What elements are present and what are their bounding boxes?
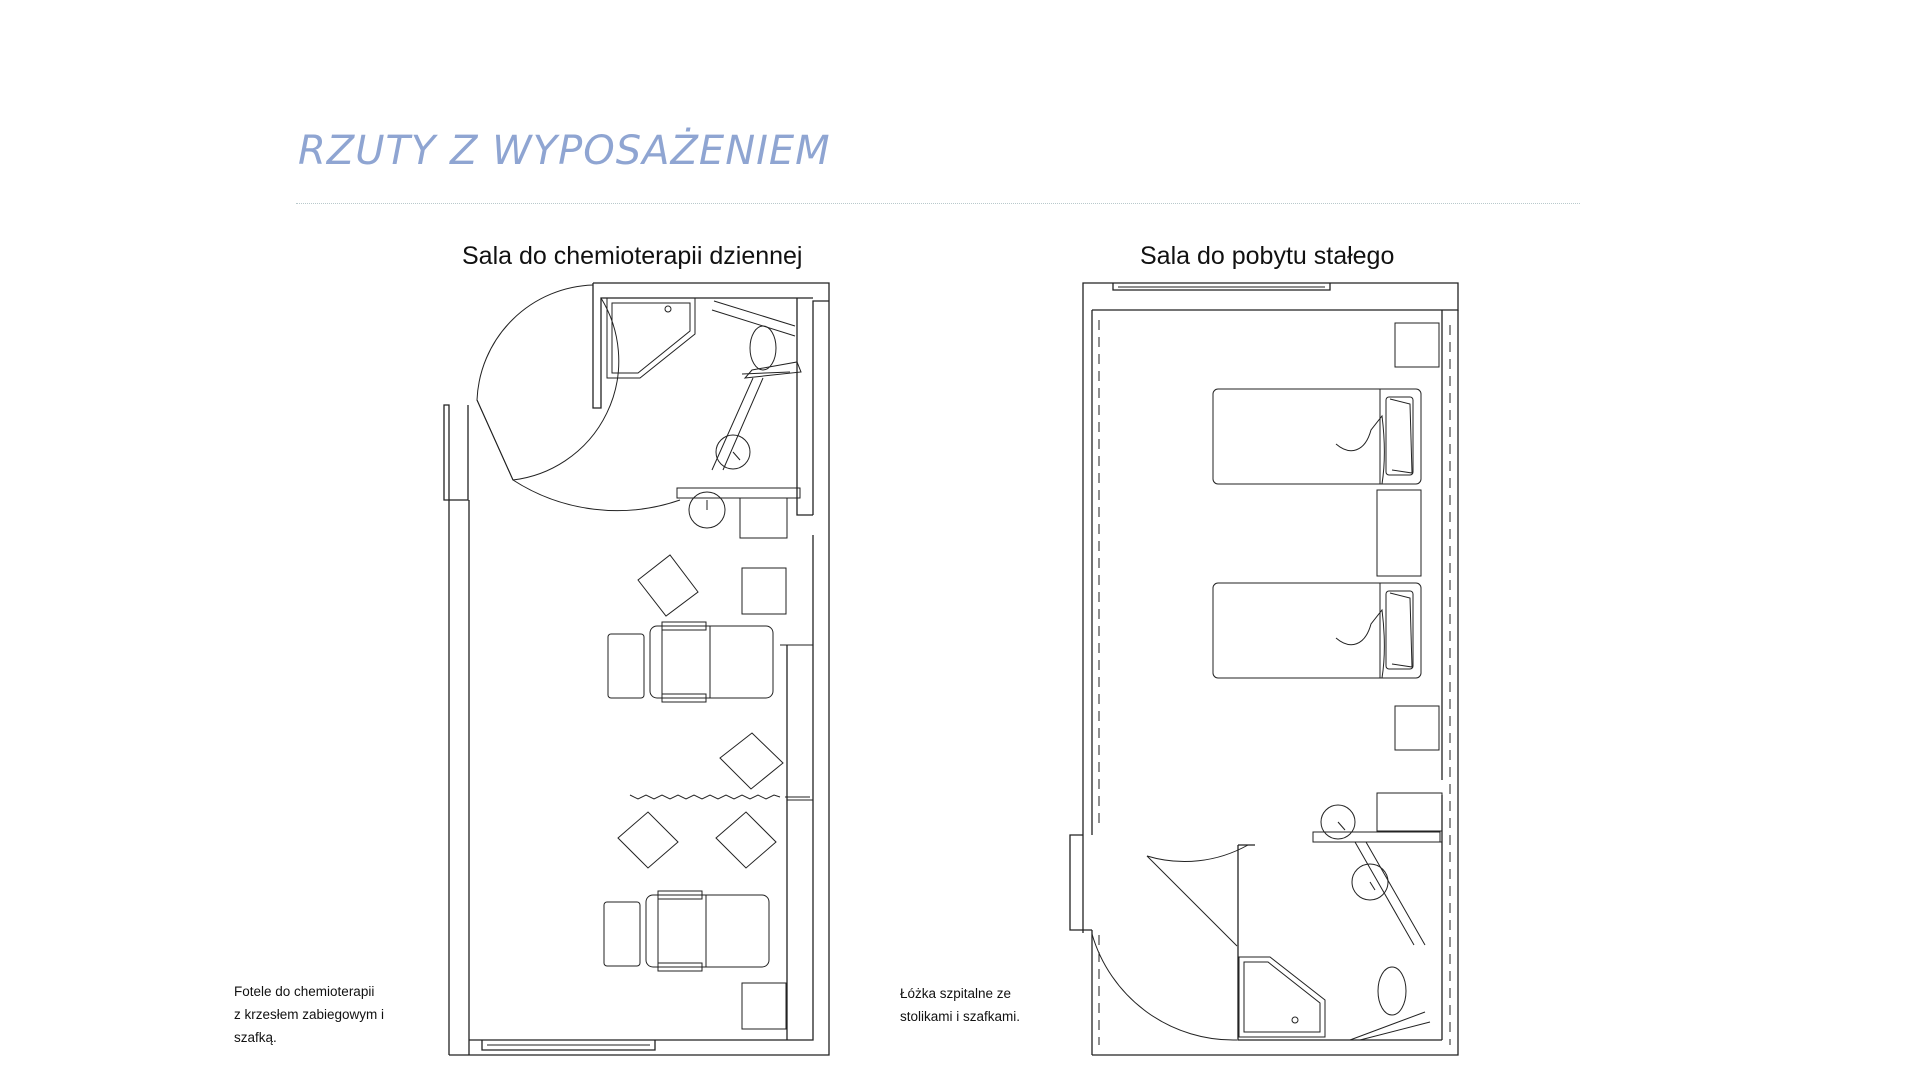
chemo-note-line: szafką. (234, 1030, 277, 1045)
ward-cabinets (1377, 323, 1442, 831)
chemo-walls (444, 283, 829, 1055)
chemo-shower (607, 298, 695, 378)
chemo-chair-set-1 (608, 555, 786, 702)
page-title: RZUTY Z WYPOSAŻENIEM (298, 128, 831, 174)
chemo-room-plan (444, 283, 829, 1055)
chemo-curtain (630, 795, 810, 799)
chemo-note-line: Fotele do chemioterapii (234, 984, 375, 999)
ward-toilet (1350, 967, 1430, 1040)
chemo-cabinet (740, 498, 787, 538)
ward-note-line: Łóżka szpitalne ze (900, 986, 1012, 1001)
ward-dashed-lines (1099, 320, 1450, 1045)
ward-bed-2 (1213, 583, 1421, 678)
chemo-toilet (712, 301, 795, 370)
chemo-room-title: Sala do chemioterapii dziennej (462, 242, 803, 270)
chemo-chair-set-2 (604, 733, 786, 1029)
ward-bed-1 (1213, 389, 1421, 484)
ward-door (1092, 845, 1248, 1040)
ward-bathroom-partition (1355, 842, 1442, 945)
ward-note-line: stolikami i szafkami. (900, 1009, 1021, 1024)
ward-room-title: Sala do pobytu stałego (1140, 242, 1395, 270)
chemo-note-line: z krzesłem zabiegowym i (234, 1007, 385, 1022)
chemo-washbasins (677, 435, 800, 528)
ward-room-plan (1070, 283, 1458, 1055)
ward-bedside-table (1377, 490, 1421, 576)
chemo-bathroom-partition (712, 362, 801, 470)
chemo-bathroom-door (477, 285, 680, 511)
ward-shower (1239, 957, 1325, 1037)
